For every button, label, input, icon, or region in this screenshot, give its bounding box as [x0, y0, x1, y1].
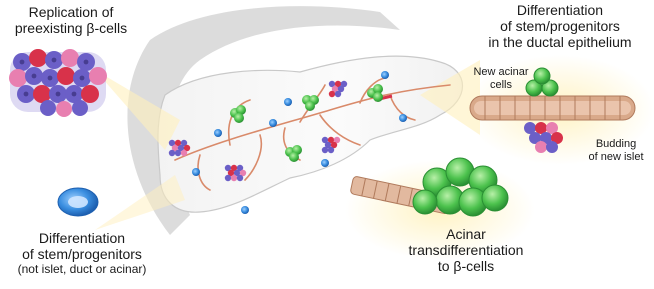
label-acinar-line2: transdifferentiation — [408, 242, 524, 259]
label-acinar-line3: to β-cells — [437, 258, 495, 275]
label-new-acinar-line2: cells — [489, 78, 512, 91]
beta-cell-cluster-replication — [9, 49, 107, 117]
label-stem-line1: Differentiation — [38, 230, 126, 246]
label-replication-line2: preexisting β-cells — [14, 20, 128, 37]
label-budding-line1: Budding — [595, 138, 637, 150]
label-budding — [584, 138, 648, 163]
label-ductal-line2: of stem/progenitors — [500, 18, 620, 35]
label-ductal-differentiation — [470, 2, 650, 50]
label-replication — [6, 4, 136, 36]
label-new-acinar-line1: New acinar — [473, 66, 529, 78]
label-stem-line2: of stem/progenitors — [22, 246, 142, 263]
label-new-acinar — [470, 66, 532, 91]
label-budding-line2: of new islet — [588, 150, 644, 163]
stem-progenitor-cell — [58, 188, 98, 216]
label-stem-line3: (not islet, duct or acinar) — [17, 262, 147, 277]
label-acinar-transdifferentiation — [396, 226, 536, 274]
label-replication-line1: Replication of — [28, 4, 114, 20]
label-ductal-line3: in the ductal epithelium — [488, 34, 632, 51]
ductal-tube — [470, 96, 635, 120]
label-stem-differentiation — [2, 230, 162, 277]
label-acinar-line1: Acinar — [446, 226, 486, 242]
label-ductal-line1: Differentiation — [516, 2, 604, 18]
